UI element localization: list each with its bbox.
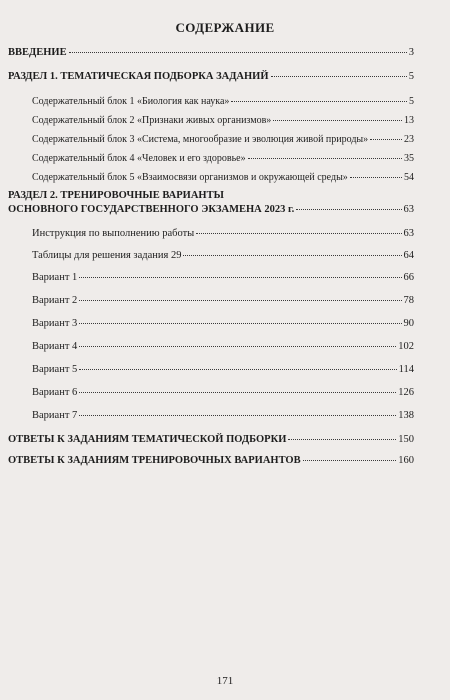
toc-entry-variant-2 xyxy=(32,295,414,306)
toc-entry-variant-4 xyxy=(32,341,414,352)
toc-label: ОСНОВНОГО ГОСУДАРСТВЕННОГО ЭКЗАМЕНА 2023 г. xyxy=(8,204,295,215)
toc-page-number: 150 xyxy=(398,434,414,445)
toc-page-number: 54 xyxy=(404,172,414,183)
dot-leader xyxy=(273,120,402,121)
toc-label: ВВЕДЕНИЕ xyxy=(8,47,67,58)
toc-entry-variant-1 xyxy=(32,272,414,283)
toc-entry-answers-thematic xyxy=(8,434,414,445)
toc-entry-tables xyxy=(32,250,414,261)
toc-entry-intro xyxy=(8,47,414,58)
toc-label: Инструкция по выполнению работы xyxy=(32,228,195,239)
toc-entry-variant-6 xyxy=(32,387,414,398)
toc-page-number: 126 xyxy=(398,387,414,398)
dot-leader xyxy=(271,76,407,77)
toc-page-number: 64 xyxy=(403,250,414,261)
toc-entry-block-4 xyxy=(32,153,414,164)
toc-label: Таблицы для решения задания 29 xyxy=(32,250,182,261)
toc-page-number: 13 xyxy=(404,115,414,126)
toc-label: Вариант 1 xyxy=(32,272,78,283)
toc-page-number: 35 xyxy=(404,153,414,164)
toc-label: Вариант 6 xyxy=(32,387,78,398)
dot-leader xyxy=(79,346,396,347)
dot-leader xyxy=(69,52,407,53)
toc-entry-block-1 xyxy=(32,96,414,107)
toc-section-2-heading-line-1: РАЗДЕЛ 2. ТРЕНИРОВОЧНЫЕ ВАРИАНТЫ xyxy=(8,190,224,201)
dot-leader xyxy=(196,233,401,234)
toc-label: Вариант 7 xyxy=(32,410,78,421)
toc-entry-block-2 xyxy=(32,115,414,126)
toc-entry-instructions xyxy=(32,228,414,239)
dot-leader xyxy=(350,177,402,178)
toc-page-number: 5 xyxy=(408,71,414,82)
toc-page-number: 90 xyxy=(403,318,414,329)
toc-page-number: 63 xyxy=(403,204,414,215)
toc-label: Вариант 4 xyxy=(32,341,78,352)
toc-entry-block-5 xyxy=(32,172,414,183)
toc-entry-answers-variants xyxy=(8,455,414,466)
toc-label: Содержательный блок 3 «Система, многообразие и эволюция живой природы» xyxy=(32,134,369,145)
dot-leader xyxy=(79,300,401,301)
toc-entry-section-1 xyxy=(8,71,414,82)
toc-page-number: 160 xyxy=(398,455,414,466)
dot-leader xyxy=(288,439,396,440)
page-title: СОДЕРЖАНИЕ xyxy=(175,20,275,35)
toc-page-number: 63 xyxy=(403,228,414,239)
dot-leader xyxy=(303,460,397,461)
toc-page-number: 102 xyxy=(398,341,414,352)
toc-page-number: 3 xyxy=(408,47,414,58)
toc-page-number: 66 xyxy=(403,272,414,283)
dot-leader xyxy=(183,255,401,256)
toc-entry-variant-3 xyxy=(32,318,414,329)
dot-leader xyxy=(231,101,407,102)
toc-entry-section-2 xyxy=(8,204,414,215)
dot-leader xyxy=(79,415,396,416)
toc-label: Вариант 5 xyxy=(32,364,78,375)
toc-label: Содержательный блок 5 «Взаимосвязи организмов и окружающей среды» xyxy=(32,172,348,183)
toc-page-number: 5 xyxy=(409,96,414,107)
toc-page-number: 114 xyxy=(398,364,414,375)
toc-label: РАЗДЕЛ 1. ТЕМАТИЧЕСКАЯ ПОДБОРКА ЗАДАНИЙ xyxy=(8,71,269,82)
toc-label: ОТВЕТЫ К ЗАДАНИЯМ ТЕМАТИЧЕСКОЙ ПОДБОРКИ xyxy=(8,434,287,445)
toc-label: Содержательный блок 2 «Признаки живых организмов» xyxy=(32,115,272,126)
toc-page-number: 78 xyxy=(403,295,414,306)
toc-page-number: 23 xyxy=(404,134,414,145)
toc-entry-block-3 xyxy=(32,134,414,145)
toc-entry-variant-7 xyxy=(32,410,414,421)
dot-leader xyxy=(370,139,402,140)
page-number: 171 xyxy=(216,675,234,687)
dot-leader xyxy=(248,158,402,159)
dot-leader xyxy=(79,277,401,278)
toc-entry-variant-5 xyxy=(32,364,414,375)
toc-label: Вариант 3 xyxy=(32,318,78,329)
dot-leader xyxy=(296,209,401,210)
dot-leader xyxy=(79,323,401,324)
toc-label: ОТВЕТЫ К ЗАДАНИЯМ ТРЕНИРОВОЧНЫХ ВАРИАНТОВ xyxy=(8,455,301,466)
dot-leader xyxy=(79,392,396,393)
dot-leader xyxy=(79,369,396,370)
toc-label: Содержательный блок 1 «Биология как наука» xyxy=(32,96,230,107)
toc-label: Содержательный блок 4 «Человек и его здоровье» xyxy=(32,153,246,164)
toc-label: Вариант 2 xyxy=(32,295,78,306)
toc-page-number: 138 xyxy=(398,410,414,421)
